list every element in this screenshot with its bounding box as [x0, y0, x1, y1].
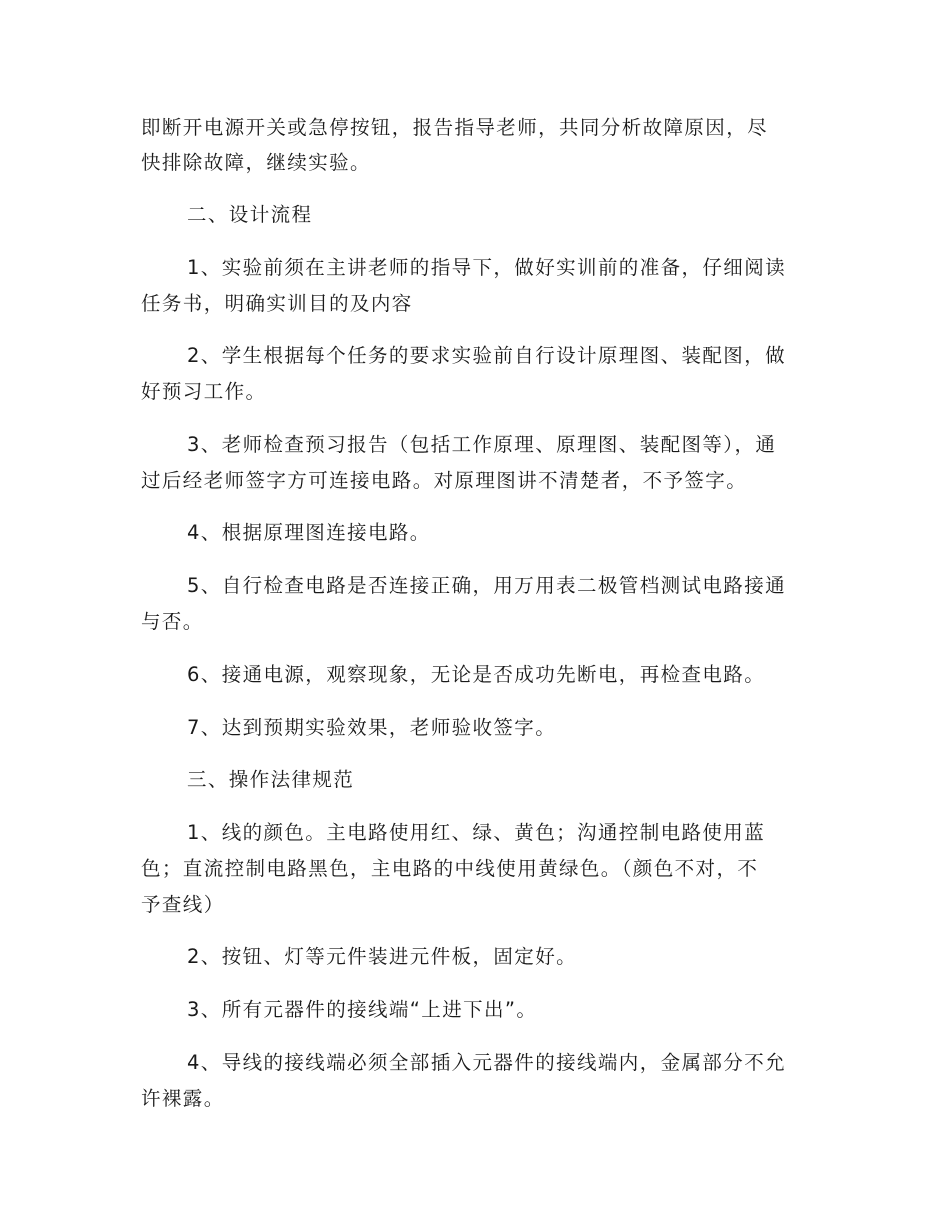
paragraph-line: 2、学生根据每个任务的要求实验前自行设计原理图、装配图，做	[187, 344, 787, 367]
paragraph-line: 色；直流控制电路黑色，主电路的中线使用黄绿色。（颜色不对，不	[141, 857, 759, 880]
paragraph-line: 1、线的颜色。主电路使用红、绿、黄色；沟通控制电路使用蓝	[187, 821, 766, 844]
section-heading: 三、操作法律规范	[187, 768, 355, 791]
paragraph-line: 6、接通电源，观察现象，无论是否成功先断电，再检查电路。	[187, 663, 766, 686]
paragraph-line: 7、达到预期实验效果，老师验收签字。	[187, 716, 557, 739]
paragraph-line: 予查线）	[141, 893, 225, 916]
paragraph-line: 与否。	[141, 610, 204, 633]
paragraph-line: 许裸露。	[141, 1087, 225, 1110]
paragraph-line: 3、老师检查预习报告（包括工作原理、原理图、装配图等），通	[187, 433, 777, 456]
paragraph-line: 2、按钮、灯等元件装进元件板，固定好。	[187, 945, 578, 968]
paragraph-line: 快排除故障，继续实验。	[141, 151, 371, 174]
paragraph-line: 4、导线的接线端必须全部插入元器件的接线端内，金属部分不允	[187, 1051, 787, 1074]
section-heading: 二、设计流程	[187, 203, 313, 226]
paragraph-line: 3、所有元器件的接线端“上进下出”。	[187, 998, 538, 1021]
paragraph-line: 1、实验前须在主讲老师的指导下，做好实训前的准备，仔细阅读	[187, 256, 787, 279]
paragraph-line: 好预习工作。	[141, 380, 267, 403]
paragraph-line: 任务书，明确实训目的及内容	[141, 292, 413, 315]
paragraph-line: 4、根据原理图连接电路。	[187, 521, 431, 544]
paragraph-line: 5、自行检查电路是否连接正确，用万用表二极管档测试电路接通	[187, 574, 787, 597]
paragraph-line: 即断开电源开关或急停按钮，报告指导老师，共同分析故障原因，尽	[141, 116, 769, 139]
paragraph-line: 过后经老师签字方可连接电路。对原理图讲不清楚者，不予签字。	[141, 469, 748, 492]
